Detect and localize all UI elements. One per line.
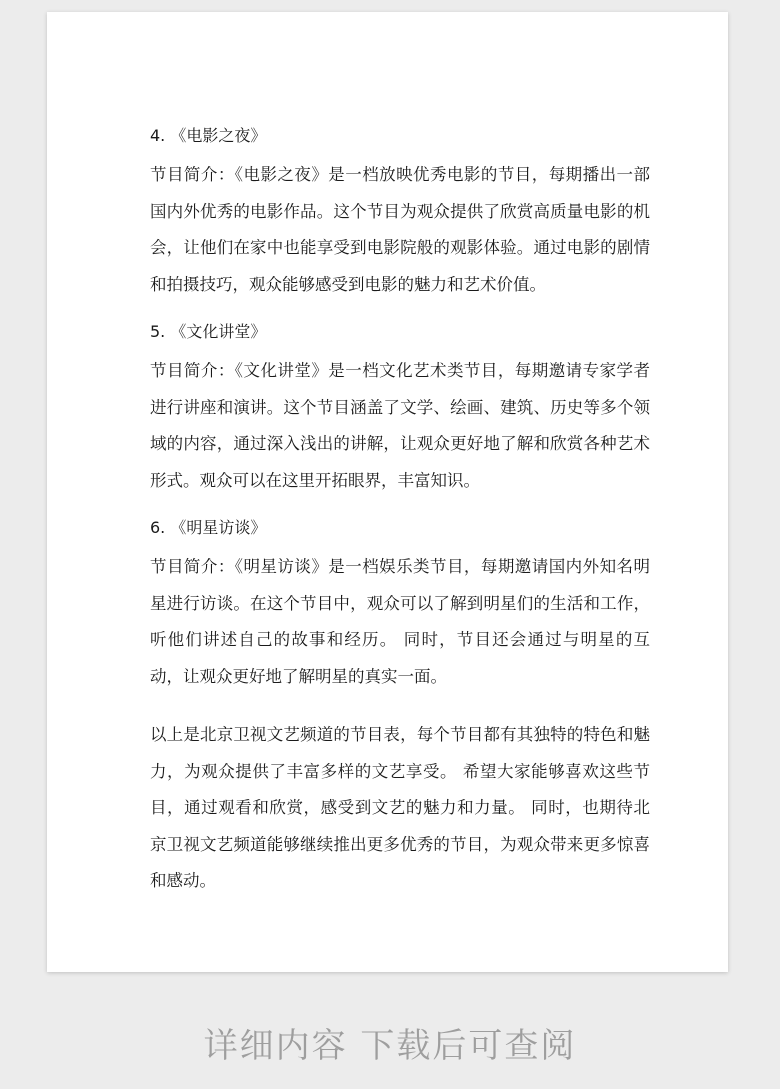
document-content (150, 118, 650, 900)
section-heading: 6. 《明星访谈》 (150, 518, 267, 537)
download-caption: 详细内容 下载后可查阅 (203, 1026, 577, 1066)
section-body: 节目简介：《明星访谈》是一档娱乐类节目，每期邀请国内外知名明星进行访谈。在这个节目中，观众可以了解到明星们的生活和工作，听他们讲述自己的故事和经历。 同时，节目还会通过与明星的互动，让观众更好地了解明星的真实一面。 (150, 557, 650, 686)
section-body: 节目简介：《文化讲堂》是一档文化艺术类节目，每期邀请专家学者进行讲座和演讲。这个节目涵盖了文学、绘画、建筑、历史等多个领域的内容，通过深入浅出的讲解，让观众更好地了解和欣赏各种艺术形式。观众可以在这里开拓眼界，丰富知识。 (150, 361, 650, 490)
summary-paragraph: 以上是北京卫视文艺频道的节目表，每个节目都有其独特的特色和魅力，为观众提供了丰富多样的文艺享受。 希望大家能够喜欢这些节目，通过观看和欣赏，感受到文艺的魅力和力量。 同时，也期待北京卫视文艺频道能够继续推出更多优秀的节目，为观众带来更多惊喜和感动。 (150, 725, 650, 890)
section-heading: 5. 《文化讲堂》 (150, 322, 267, 341)
section-body: 节目简介：《电影之夜》是一档放映优秀电影的节目，每期播出一部国内外优秀的电影作品。这个节目为观众提供了欣赏高质量电影的机会，让他们在家中也能享受到电影院般的观影体验。通过电影的剧情和拍摄技巧，观众能够感受到电影的魅力和艺术价值。 (150, 165, 650, 294)
section-heading: 4. 《电影之夜》 (150, 126, 267, 145)
document-page (47, 12, 728, 972)
